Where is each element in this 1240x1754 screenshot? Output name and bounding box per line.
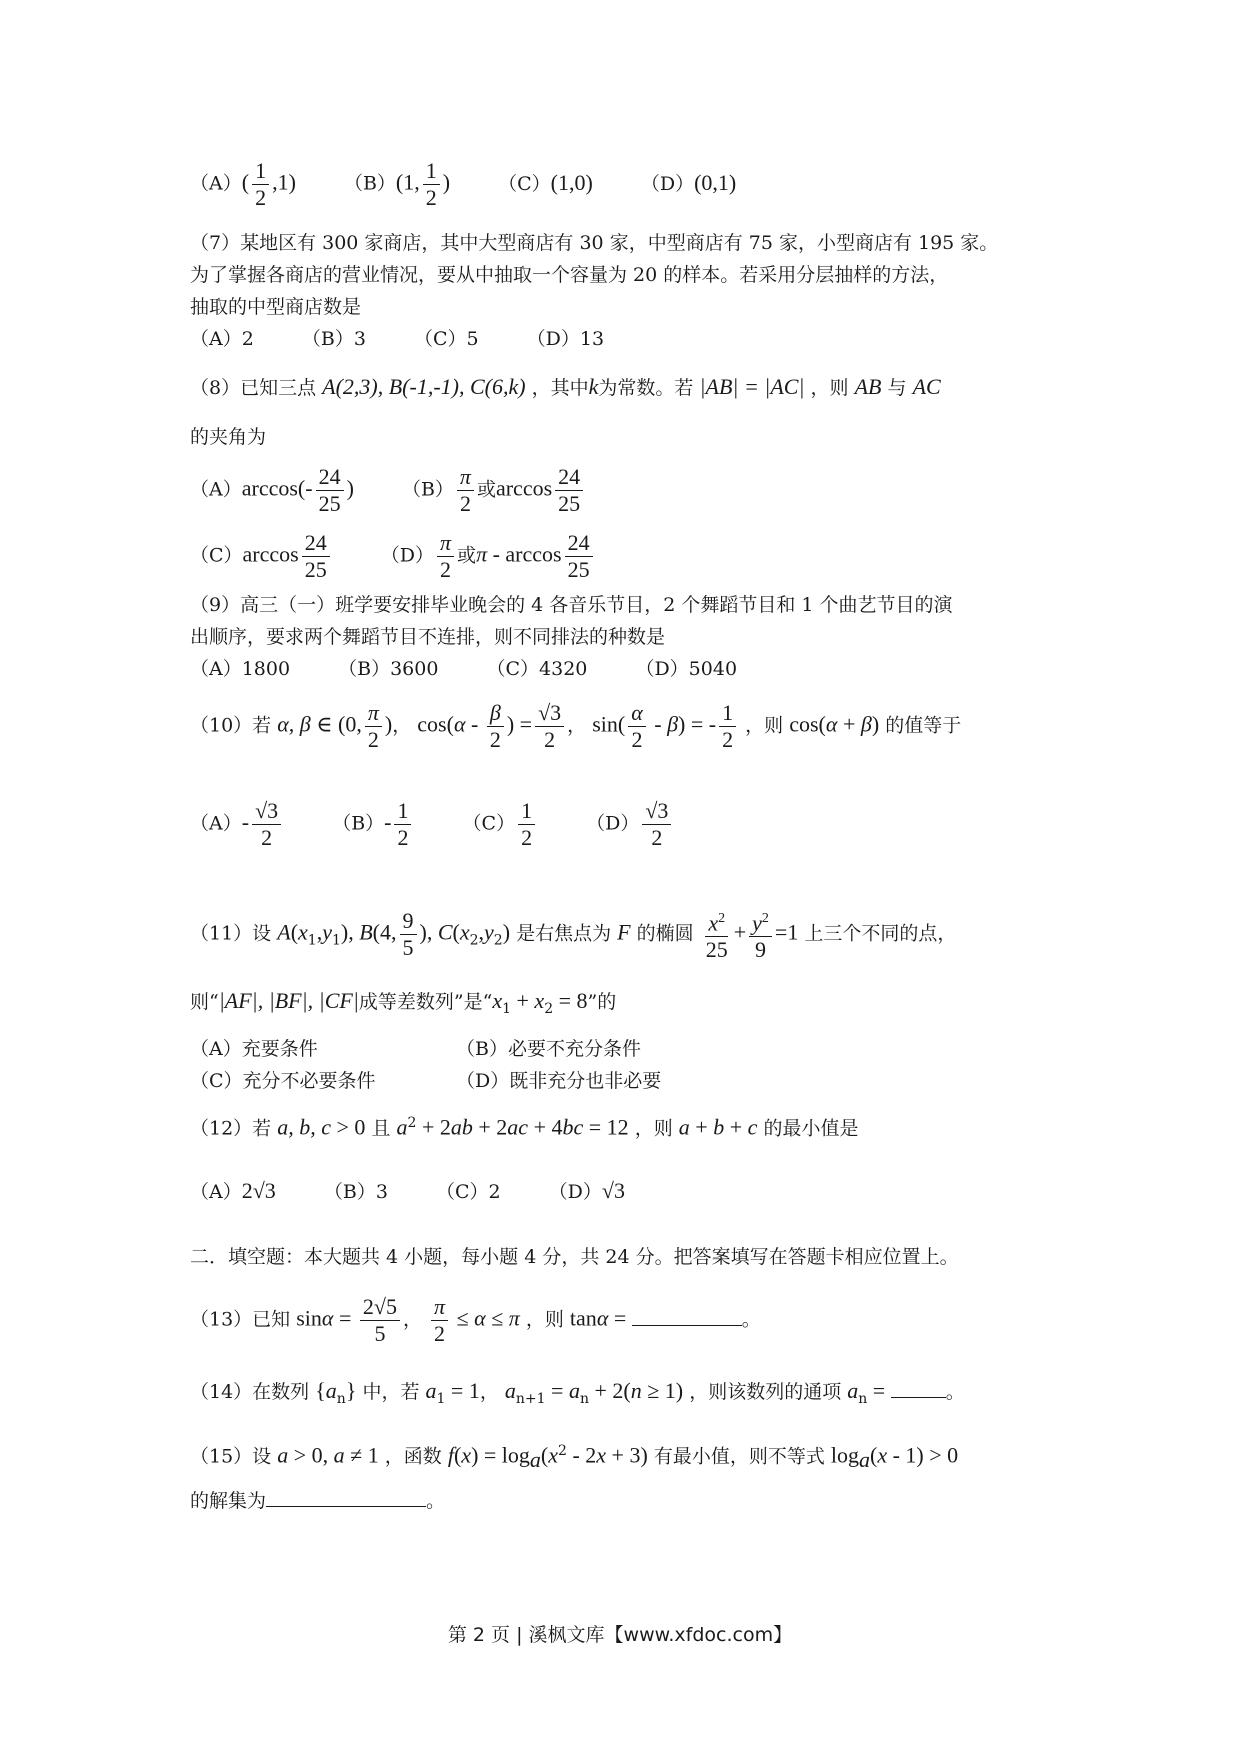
q7-line-3: 抽取的中型商店数是 <box>190 296 362 318</box>
page-footer: 第 2 页 | 溪枫文库【www.xfdoc.com】 <box>447 1624 793 1646</box>
q7-line-1: （7）某地区有 300 家商店，其中大型商店有 30 家，中型商店有 75 家，小型商店有 195 家。 <box>190 232 999 254</box>
q9-line-2: 出顺序，要求两个舞蹈节目不连排，则不同排法的种数是 <box>190 626 666 648</box>
q15-answer-blank[interactable] <box>266 1506 426 1507</box>
q10-option-d: （D） $\frac{√3}{2}$ <box>586 798 674 851</box>
q7-line-2: 为了掌握各商店的营业情况，要从中抽取一个容量为 20 的样本。若采用分层抽样的方法， <box>190 264 949 286</box>
q7-option-c: （C）5 <box>413 328 479 350</box>
q9-option-a: （A）1800 <box>190 658 291 680</box>
q9-option-c: （C）4320 <box>486 658 588 680</box>
q12-line: （12）若 a, b, c > 0 且 $a^2 + 2ab + 2ac + 4bc = 12$ ，则 a + b + c 的最小值是 <box>190 1114 859 1140</box>
q11-options-ab <box>190 1036 641 1062</box>
q11-options-cd <box>190 1068 661 1094</box>
q10-option-a: （A）- $\frac{√3}{2}$ <box>190 798 284 851</box>
q9-line-1: （9）高三（一）班学要安排毕业晚会的 4 各音乐节目，2 个舞蹈节目和 1 个曲艺节目的演 <box>190 594 953 616</box>
q7-option-b: （B）3 <box>301 328 366 350</box>
q12-options <box>190 1178 667 1205</box>
q7-option-d: （D）13 <box>526 328 605 350</box>
q8-option-a: （A）arccos(- $\frac{24}{25}$ ) <box>190 464 354 516</box>
q8-line-1: （8）已知三点 A(2,3), B(-1,-1), C(6,k) ，其中k为常数。若 |AB| = |AC| ，则 AB 与 AC <box>190 374 941 399</box>
q11-line-2: 则“|AF|, |BF|, |CF|成等差数列”是“$x_1 + x_2 = 8$”的 <box>190 988 617 1017</box>
q6-option-b: （B）(1, $\frac{1}{2}$ ) <box>343 158 451 210</box>
q8-option-c: （C）arccos $\frac{24}{25}$ <box>190 530 333 583</box>
q14-answer-blank[interactable] <box>891 1397 946 1398</box>
q12-option-a: （A）2√3 <box>190 1178 276 1203</box>
q8-condition: |AB| = |AC| <box>699 374 805 399</box>
q8-options-ab <box>190 464 628 517</box>
q8-line-2: 的夹角为 <box>190 426 267 448</box>
q12-option-b: （B）3 <box>323 1181 388 1203</box>
q7-options <box>190 326 646 352</box>
q6-option-a: （A）( $\frac{1}{2}$ ,1) <box>190 158 296 210</box>
q15-line-2: 的解集为 。 <box>190 1490 446 1512</box>
q8-option-b: （B） $\frac{\pi}{2}$ 或arccos $\frac{24}{25}$ <box>402 464 586 517</box>
q6-option-c: （C）(1,0) <box>498 169 593 195</box>
q9-option-b: （B）3600 <box>338 658 439 680</box>
q10-line: （10）若 α, β ∈ (0, $\frac{\pi}{2}$ )， cos(α - $\frac{\beta}{2}$ ) = $\frac{√3}{2}$ ， sin( $\frac{\alpha}{2}$ - β) = - $\frac{1}{2}$ ，则 cos(α + β) 的值等于 <box>190 700 962 752</box>
q9-option-d: （D）5040 <box>635 658 738 680</box>
q12-option-d: （D）√3 <box>548 1178 625 1203</box>
q6-option-d: （D）(0,1) <box>640 169 737 195</box>
section-2-heading: 二．填空题：本大题共 4 小题，每小题 4 分，共 24 分。把答案填写在答题卡相应位置上。 <box>190 1246 959 1268</box>
q11-option-c: （C）充分不必要条件 <box>190 1070 376 1092</box>
q13-line: （13）已知 sinα = $\frac{2√5}{5}$ ， $\frac{\pi}{2}$ ≤ α ≤ π ，则 tanα = 。 <box>190 1294 761 1346</box>
q11-line-1: （11）设 $A(x_1,y_1)$, B(4, $\frac{9}{5}$ ), $C(x_2,y_2)$ 是右焦点为 F 的椭圆 $\frac{x^2}{25}$ + $\frac{y^2}{9}$ =1 上三个不同的点， <box>190 906 956 963</box>
q15-line-1: （15）设 a > 0, a ≠ 1 ，函数 $f(x) = \log_a(x^2 - 2x + 3)$ 有最小值，则不等式 $\log_a(x - 1) > 0$ <box>190 1442 959 1473</box>
q6-options <box>190 158 778 211</box>
q14-line: （14）在数列 $\{a_n\}$ 中，若 $a_1 = 1$， $a_{n+1} = a_n + 2(n \ge 1)$ ，则该数列的通项 $a_n$ = 。 <box>190 1378 965 1407</box>
q11-option-a: （A）充要条件 <box>190 1038 318 1060</box>
q8-options-cd <box>190 530 638 583</box>
q8-points: A(2,3), B(-1,-1), C(6,k) <box>322 374 526 399</box>
q10-options <box>190 798 716 851</box>
q10-option-c: （C） $\frac{1}{2}$ <box>463 798 539 851</box>
q12-option-c: （C）2 <box>435 1181 501 1203</box>
q7-option-a: （A）2 <box>190 328 254 350</box>
q11-option-b: （B）必要不充分条件 <box>456 1038 642 1060</box>
q11-option-d: （D）既非充分也非必要 <box>456 1070 662 1092</box>
q10-option-b: （B）- $\frac{1}{2}$ <box>332 798 414 851</box>
q9-options <box>190 656 779 682</box>
q13-answer-blank[interactable] <box>632 1325 742 1326</box>
q8-option-d: （D） $\frac{\pi}{2}$ 或π - arccos $\frac{24}{25}$ <box>381 530 596 583</box>
